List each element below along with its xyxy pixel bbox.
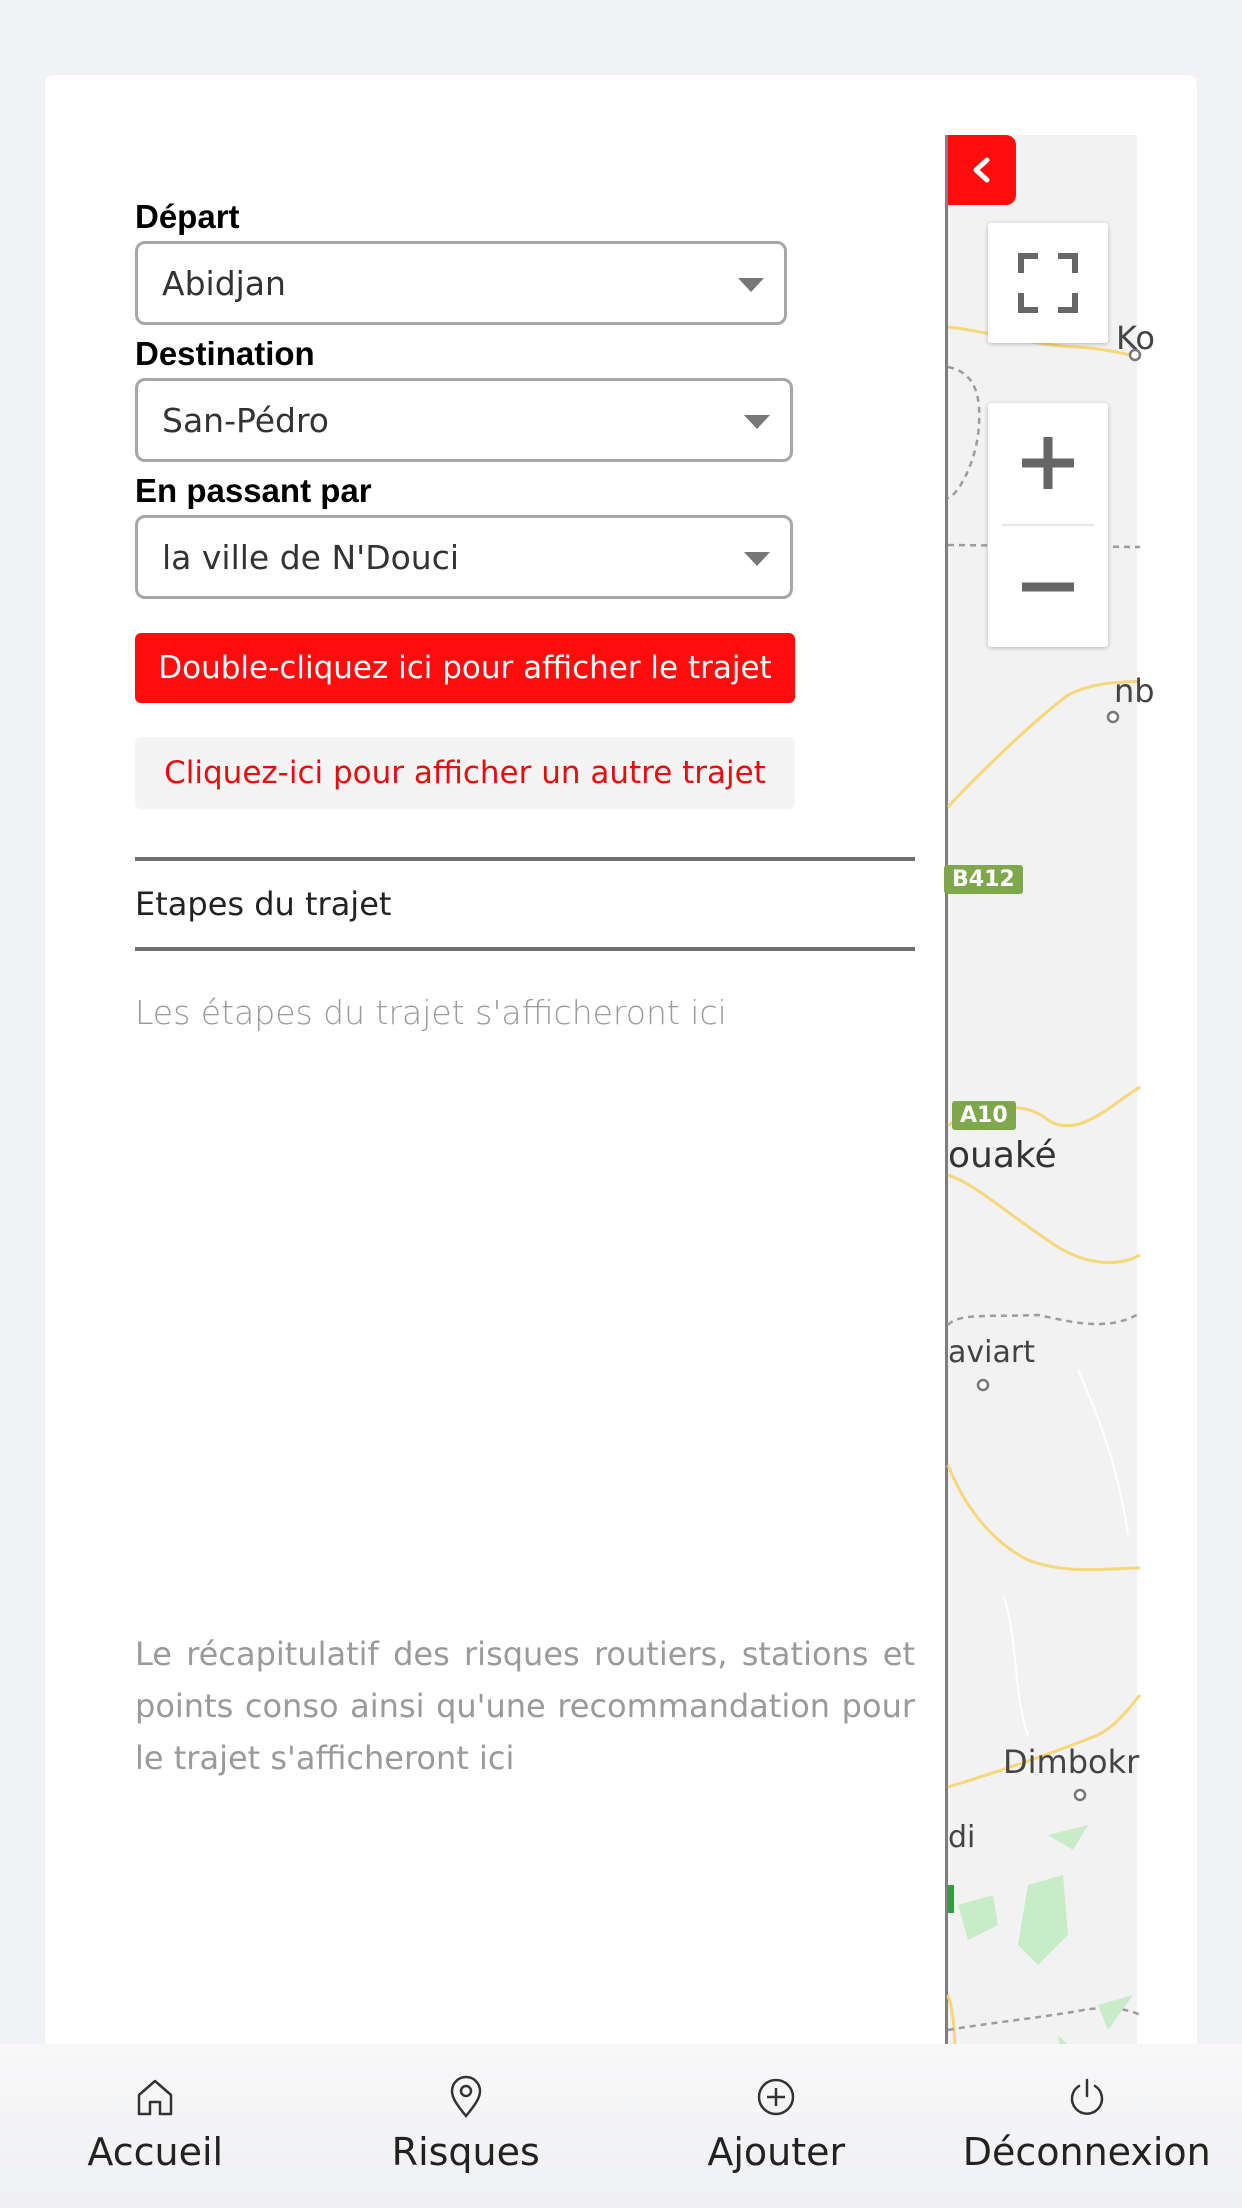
bottom-tab-bar <box>0 2044 1242 2208</box>
plus-icon <box>1018 433 1078 493</box>
map-label-di: di <box>948 1820 976 1855</box>
destination-label: Destination <box>135 335 315 372</box>
power-icon <box>1064 2074 1110 2120</box>
tab-label-accueil: Accueil <box>87 2130 224 2174</box>
tab-ajouter[interactable] <box>626 2044 926 2208</box>
tab-risques[interactable] <box>316 2044 616 2208</box>
tab-label-deconnexion: Déconnexion <box>962 2130 1211 2174</box>
road-badge-a10: A10 <box>952 1101 1016 1130</box>
destination-select[interactable] <box>135 378 793 462</box>
other-route-button[interactable]: Cliquez-ici pour afficher un autre trajet <box>135 737 795 809</box>
steps-placeholder: Les étapes du trajet s'afficheront ici <box>135 993 727 1032</box>
via-label: En passant par <box>135 472 372 509</box>
recap-placeholder: Le récapitulatif des risques routiers, stations et points conso ainsi qu'une recommandation pour le trajet s'afficheront ici <box>135 1635 915 1777</box>
chevron-down-icon <box>738 278 764 292</box>
tab-deconnexion[interactable] <box>937 2044 1237 2208</box>
departure-label: Départ <box>135 198 240 235</box>
main-card <box>45 75 1197 2208</box>
fullscreen-button[interactable] <box>988 223 1108 343</box>
map-label-kor: Ko <box>1116 319 1155 357</box>
steps-header: Etapes du trajet <box>135 857 915 951</box>
home-icon <box>132 2074 178 2120</box>
chevron-down-icon <box>744 552 770 566</box>
zoom-in-button[interactable] <box>988 403 1108 523</box>
map-label-bouake: ouaké <box>948 1135 1057 1176</box>
zoom-divider <box>1002 524 1094 526</box>
departure-value: Abidjan <box>162 263 286 303</box>
zoom-control <box>988 403 1108 647</box>
map-pin-icon <box>443 2074 489 2120</box>
destination-value: San-Pédro <box>162 400 329 440</box>
via-select[interactable] <box>135 515 793 599</box>
map-label-dimbokro: Dimbokr <box>1003 1743 1140 1781</box>
zoom-out-button[interactable] <box>988 527 1108 647</box>
minus-icon <box>1018 557 1078 617</box>
road-badge-b412: B412 <box>944 865 1023 894</box>
tab-accueil[interactable] <box>5 2044 305 2208</box>
departure-select[interactable] <box>135 241 787 325</box>
map-label-djaviart: aviart <box>948 1335 1035 1370</box>
tab-label-ajouter: Ajouter <box>707 2130 846 2174</box>
plus-circle-icon <box>753 2074 799 2120</box>
map-label-mb: nb <box>1114 672 1155 710</box>
chevron-down-icon <box>744 415 770 429</box>
map-view[interactable] <box>945 135 1155 2105</box>
fullscreen-icon <box>988 223 1108 343</box>
show-route-button[interactable]: Double-cliquez ici pour afficher le trajet <box>135 633 795 703</box>
route-form <box>135 198 915 1777</box>
chevron-left-icon <box>971 157 993 183</box>
via-value: la ville de N'Douci <box>162 537 460 577</box>
tab-label-risques: Risques <box>391 2130 540 2174</box>
collapse-map-button[interactable] <box>948 135 1016 205</box>
